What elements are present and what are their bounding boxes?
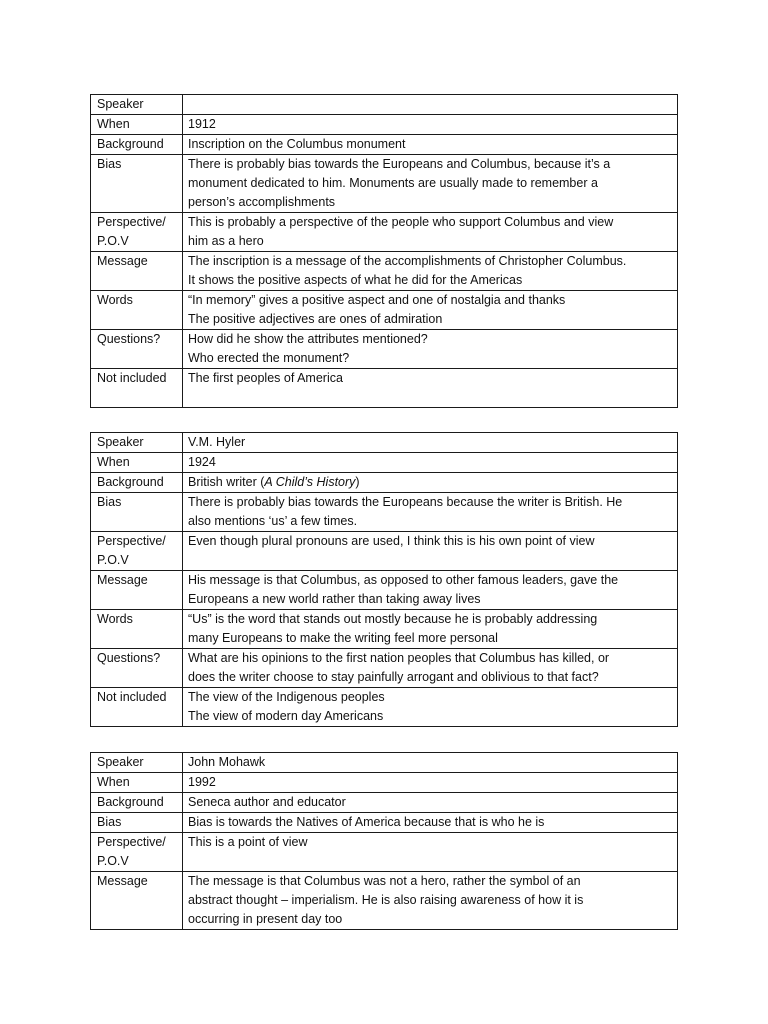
table-row-words <box>91 291 678 330</box>
value-line: also mentions ‘us’ a few times. <box>188 514 358 528</box>
row-label: Not included <box>91 688 183 727</box>
value-line: “Us” is the word that stands out mostly because he is probably addressing <box>188 612 598 626</box>
row-value <box>183 155 678 213</box>
row-value <box>183 433 678 453</box>
value-line: The inscription is a message of the accomplishments of Christopher Columbus. <box>188 254 627 268</box>
value-line: many Europeans to make the writing feel more personal <box>188 631 498 645</box>
row-value <box>183 872 678 930</box>
value-line: This is a point of view <box>188 835 308 849</box>
row-label: Bias <box>91 813 183 833</box>
analysis-table-1912-inscription <box>90 94 678 408</box>
value-line <box>188 473 672 492</box>
value-line: 1924 <box>188 455 216 469</box>
value-line: occurring in present day too <box>188 912 343 926</box>
table-row-bias <box>91 813 678 833</box>
row-label: When <box>91 453 183 473</box>
value-line: How did he show the attributes mentioned? <box>188 332 428 346</box>
row-label: Questions? <box>91 330 183 369</box>
value-line: There is probably bias towards the Europeans because the writer is British. He <box>188 495 623 509</box>
table-row-bias <box>91 493 678 532</box>
value-line <box>188 95 672 114</box>
table-row-when <box>91 115 678 135</box>
row-label: Background <box>91 473 183 493</box>
row-label: Speaker <box>91 95 183 115</box>
row-value <box>183 493 678 532</box>
value-line: It shows the positive aspects of what he did for the Americas <box>188 273 523 287</box>
row-label: Background <box>91 793 183 813</box>
value-line: “In memory” gives a positive aspect and one of nostalgia and thanks <box>188 293 566 307</box>
row-value <box>183 833 678 872</box>
row-label: Words <box>91 610 183 649</box>
row-label: Questions? <box>91 649 183 688</box>
row-value <box>183 213 678 252</box>
table-row-questions <box>91 649 678 688</box>
value-line: Inscription on the Columbus monument <box>188 137 406 151</box>
table-row-when <box>91 773 678 793</box>
table-row-when <box>91 453 678 473</box>
value-line: 1912 <box>188 117 216 131</box>
row-label: Perspective/ P.O.V <box>91 833 183 872</box>
table-row-bias <box>91 155 678 213</box>
row-value <box>183 95 678 115</box>
row-label: Bias <box>91 493 183 532</box>
value-line: The view of modern day Americans <box>188 709 384 723</box>
value-line: The message is that Columbus was not a hero, rather the symbol of an <box>188 874 581 888</box>
value-line: His message is that Columbus, as opposed to other famous leaders, gave the <box>188 573 619 587</box>
value-line: 1992 <box>188 775 216 789</box>
value-line: This is probably a perspective of the people who support Columbus and view <box>188 215 614 229</box>
value-line: The first peoples of America <box>188 371 343 385</box>
row-value <box>183 115 678 135</box>
value-line: The positive adjectives are ones of admiration <box>188 312 443 326</box>
row-value <box>183 773 678 793</box>
table-row-perspective-p-o-v <box>91 213 678 252</box>
table-row-not-included <box>91 688 678 727</box>
row-value <box>183 688 678 727</box>
value-line <box>188 551 672 570</box>
value-line: does the writer choose to stay painfully arrogant and oblivious to that fact? <box>188 670 599 684</box>
table-row-speaker <box>91 753 678 773</box>
table-row-not-included <box>91 369 678 408</box>
row-label: Message <box>91 571 183 610</box>
row-value <box>183 532 678 571</box>
value-line: What are his opinions to the first nation peoples that Columbus has killed, or <box>188 651 610 665</box>
table-row-perspective-p-o-v <box>91 833 678 872</box>
row-value <box>183 330 678 369</box>
table-row-background <box>91 793 678 813</box>
row-label: Message <box>91 872 183 930</box>
value-line: Who erected the monument? <box>188 351 350 365</box>
value-prefix: British writer ( <box>188 475 265 489</box>
row-label: When <box>91 115 183 135</box>
row-value <box>183 135 678 155</box>
value-line: Bias is towards the Natives of America because that is who he is <box>188 815 545 829</box>
row-value <box>183 369 678 408</box>
row-label: Perspective/ P.O.V <box>91 532 183 571</box>
analysis-table-hyler <box>90 432 678 727</box>
row-value <box>183 571 678 610</box>
value-line: There is probably bias towards the Europeans and Columbus, because it’s a <box>188 157 611 171</box>
row-value <box>183 291 678 330</box>
value-line: V.M. Hyler <box>188 435 246 449</box>
value-line: Even though plural pronouns are used, I think this is his own point of view <box>188 534 595 548</box>
row-label: Bias <box>91 155 183 213</box>
table-row-perspective-p-o-v <box>91 532 678 571</box>
analysis-table-mohawk <box>90 752 678 930</box>
row-label: Perspective/ P.O.V <box>91 213 183 252</box>
row-label: Speaker <box>91 753 183 773</box>
value-line <box>188 388 672 407</box>
row-value <box>183 649 678 688</box>
row-value <box>183 453 678 473</box>
value-line: him as a hero <box>188 234 264 248</box>
value-line: Seneca author and educator <box>188 795 346 809</box>
table-row-message <box>91 571 678 610</box>
book-title: A Child’s History <box>264 475 356 489</box>
row-label: Not included <box>91 369 183 408</box>
table-row-message <box>91 872 678 930</box>
value-line: The view of the Indigenous peoples <box>188 690 385 704</box>
value-line: Europeans a new world rather than taking away lives <box>188 592 481 606</box>
value-suffix: ) <box>355 475 360 489</box>
table-row-speaker <box>91 95 678 115</box>
value-line: person’s accomplishments <box>188 195 336 209</box>
row-value <box>183 610 678 649</box>
value-line <box>188 852 672 871</box>
table-row-message <box>91 252 678 291</box>
table-row-words <box>91 610 678 649</box>
row-value <box>183 793 678 813</box>
table-row-background <box>91 135 678 155</box>
row-label: When <box>91 773 183 793</box>
row-value <box>183 753 678 773</box>
row-label: Words <box>91 291 183 330</box>
table-row-background <box>91 473 678 493</box>
row-value <box>183 252 678 291</box>
table-row-questions <box>91 330 678 369</box>
value-line: John Mohawk <box>188 755 266 769</box>
value-line: monument dedicated to him. Monuments are usually made to remember a <box>188 176 598 190</box>
row-label: Speaker <box>91 433 183 453</box>
table-row-speaker <box>91 433 678 453</box>
row-label: Background <box>91 135 183 155</box>
value-line: abstract thought – imperialism. He is also raising awareness of how it is <box>188 893 584 907</box>
row-value <box>183 473 678 493</box>
row-value <box>183 813 678 833</box>
row-label: Message <box>91 252 183 291</box>
